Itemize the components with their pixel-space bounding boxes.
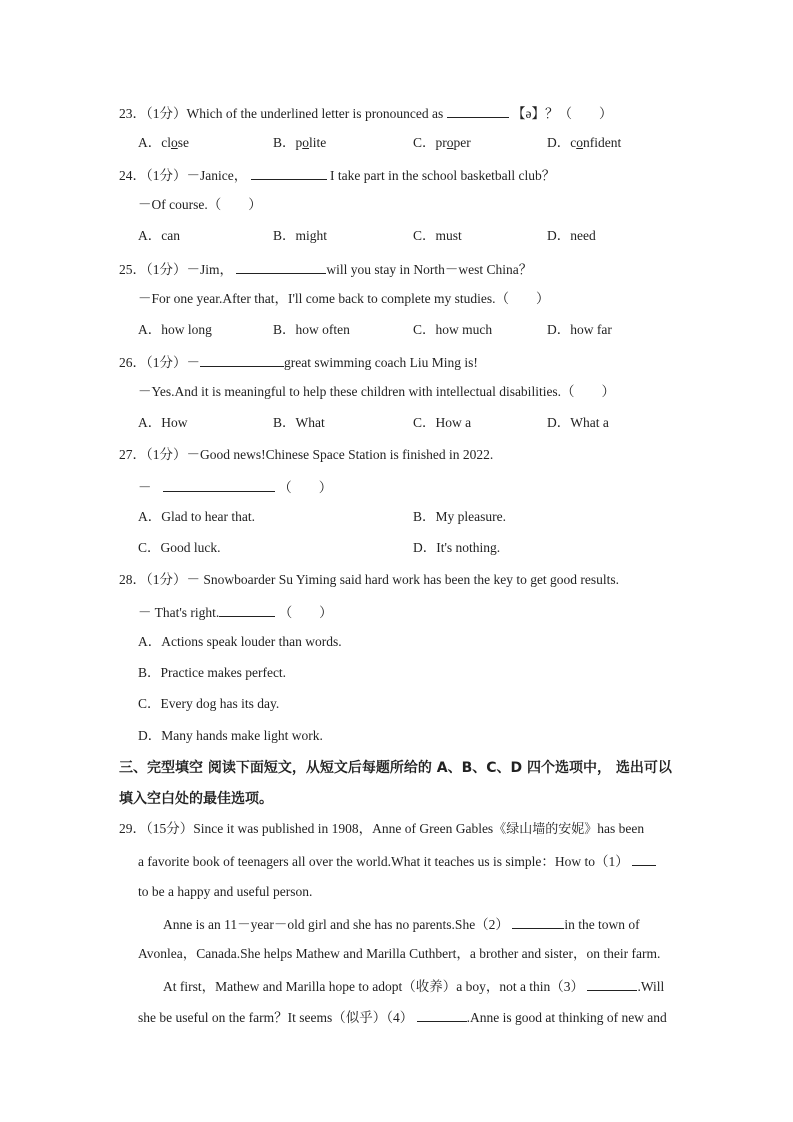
option-c[interactable]: C．proper [413,135,471,150]
answer-blank [163,477,275,492]
question-26-stem: 26．（1分）－ great swimming coach Liu Ming is! [119,352,478,372]
option-d[interactable]: D．It's nothing. [413,540,501,555]
option-d[interactable]: D．What a [547,415,609,430]
answer-blank [219,602,275,617]
option-b[interactable]: B．What [273,415,325,430]
answer-blank [200,352,284,367]
question-23-phonetic: 【ə】？（ ） [512,106,613,121]
question-25-reply: －For one year.After that，I'll come back to complete my studies.（ ） [138,291,550,306]
option-a[interactable]: A．can [138,228,180,243]
option-d[interactable]: D．need [547,228,596,243]
option-a[interactable]: A．close [138,135,189,150]
question-24-reply: －Of course.（ ） [138,197,262,212]
option-b[interactable]: B．polite [273,135,327,150]
option-c[interactable]: C．Good luck. [138,540,221,555]
option-b[interactable]: B．My pleasure. [413,509,506,524]
question-23-stem [119,103,613,123]
option-a[interactable]: A．Actions speak louder than words. [138,634,342,649]
section-heading-cont: 填入空白处的最佳选项。 [119,791,273,807]
question-28-reply: － That's right. （ ） [138,602,333,622]
option-a[interactable]: A．how long [138,322,212,337]
question-28-stem: 28．（1分）－ Snowboarder Su Yiming said hard work has been the key to get good results. [119,572,620,587]
question-24-stem: 24．（1分）－Janice， I take part in the school basketball club？ [119,165,555,185]
answer-blank-4 [417,1007,467,1022]
passage-line: Anne is an 11－year－old girl and she has no parents.She（2） in the town of [163,914,640,934]
option-b[interactable]: B．Practice makes perfect. [138,665,287,680]
passage-line: she be useful on the farm？It seems（似乎）（4） .Anne is good at thinking of new and [138,1007,667,1027]
question-27-stem: 27．（1分）－Good news!Chinese Space Station is finished in 2022. [119,447,494,462]
option-c[interactable]: C．Every dog has its day. [138,696,280,711]
option-d[interactable]: D．Many hands make light work. [138,728,323,743]
option-a[interactable]: A．How [138,415,188,430]
option-d[interactable]: D．confident [547,135,622,150]
option-d[interactable]: D．how far [547,322,612,337]
option-c[interactable]: C．How a [413,415,472,430]
passage-line: 29．（15分）Since it was published in 1908，Anne of Green Gables《绿山墙的安妮》has been [119,821,645,837]
answer-blank [447,103,509,118]
passage-line: At first，Mathew and Marilla hope to adopt（收养）a boy，not a thin（3） .Will [163,976,664,996]
option-b[interactable]: B．might [273,228,328,243]
question-25-stem: 25．（1分）－Jim， will you stay in North－west China？ [119,259,532,279]
passage-line: a favorite book of teenagers all over the world.What it teaches us is simple：How to（1） [138,851,656,871]
answer-blank [236,259,326,274]
answer-blank-3 [587,976,637,991]
answer-blank [251,165,327,180]
passage-line: to be a happy and useful person. [138,884,313,899]
answer-blank-1 [632,851,656,866]
section-heading: 三、完型填空 阅读下面短文，从短文后每题所给的 A、B、C、D 四个选项中， 选出可以 [119,760,672,776]
option-b[interactable]: B．how often [273,322,350,337]
answer-blank-2 [512,914,564,929]
option-c[interactable]: C．how much [413,322,493,337]
question-23-text: 23．（1分）Which of the underlined letter is pronounced as [119,106,444,121]
question-26-reply: －Yes.And it is meaningful to help these children with intellectual disabilities.（ ） [138,384,616,399]
option-c[interactable]: C．must [413,228,462,243]
option-a[interactable]: A．Glad to hear that. [138,509,255,524]
passage-line: Avonlea，Canada.She helps Mathew and Marilla Cuthbert，a brother and sister，on their farm. [138,946,661,961]
question-27-reply: － （ ） [138,477,332,497]
